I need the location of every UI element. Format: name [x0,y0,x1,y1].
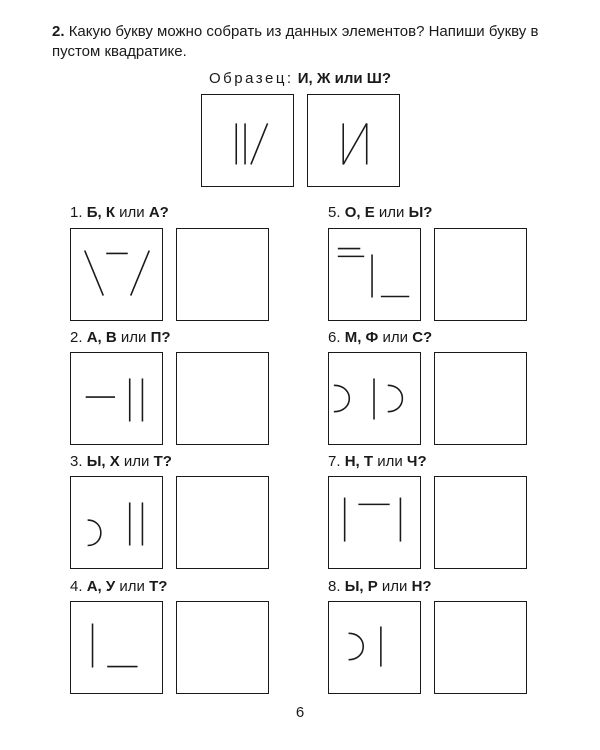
question-7-elements-box [328,476,421,569]
question-6-answer-box[interactable] [434,352,527,445]
question-6-elements-box [328,352,421,445]
question-7-answer-box[interactable] [434,476,527,569]
task-instruction [52,22,562,62]
question-3-label: 3. Ы, Х или Т? [70,453,172,470]
question-7-label: 7. Н, Т или Ч? [328,453,427,470]
question-4-elements-box [70,601,163,694]
question-3-answer-box[interactable] [176,476,269,569]
question-1-label: 1. Б, К или А? [70,204,169,221]
question-2-answer-box[interactable] [176,352,269,445]
sample-answer-box [307,94,400,187]
sample-label [0,70,600,87]
question-5-label: 5. О, Е или Ы? [328,204,433,221]
question-8-answer-box[interactable] [434,601,527,694]
question-4-label: 4. А, У или Т? [70,578,168,595]
task-number: 2. [52,23,65,40]
question-5-elements-box [328,228,421,321]
question-4-answer-box[interactable] [176,601,269,694]
question-8-label: 8. Ы, Р или Н? [328,578,432,595]
sample-caption: Образец: [209,70,294,87]
question-2-label: 2. А, В или П? [70,329,171,346]
sample-elements-box [201,94,294,187]
page-number: 6 [295,704,305,721]
question-5-answer-box[interactable] [434,228,527,321]
sample-letters: И, Ж или Ш? [297,70,391,87]
question-1-elements-box [70,228,163,321]
question-2-elements-box [70,352,163,445]
question-1-answer-box[interactable] [176,228,269,321]
question-8-elements-box [328,601,421,694]
question-6-label: 6. М, Ф или С? [328,329,433,346]
question-3-elements-box [70,476,163,569]
task-text: Какую букву можно собрать из данных элементов? Напиши букву в пустом квадратике. [52,23,539,60]
